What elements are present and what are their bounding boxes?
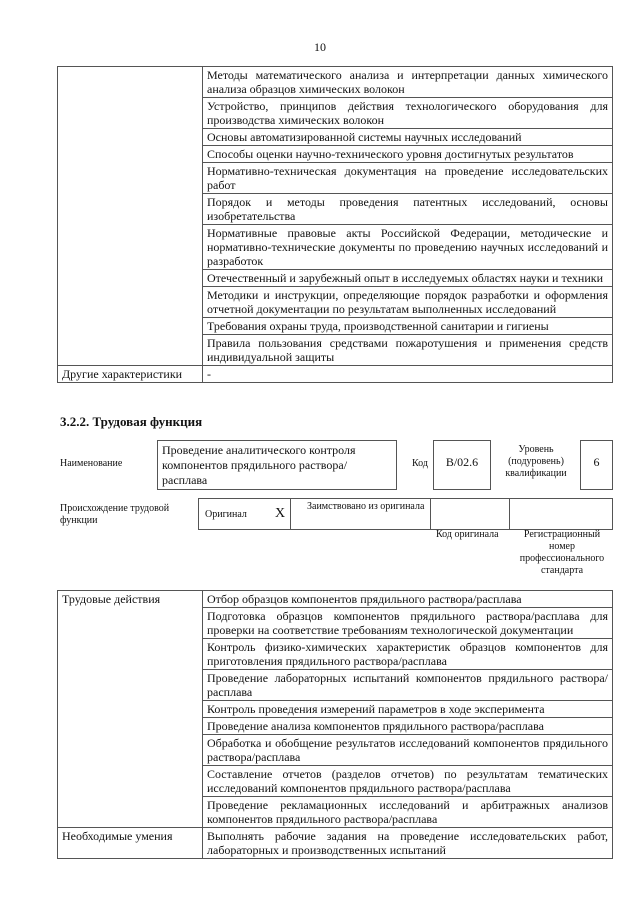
labor-action-item: Проведение анализа компонентов прядильного раствора/расплава [203,718,613,735]
knowledge-table [57,66,613,383]
level-value: 6 [593,455,600,469]
name-value: Проведение аналитического контроля компонентов прядильного раствора/расплава [162,443,356,487]
knowledge-item: Нормативные правовые акты Российской Федерации, методические и нормативно-технические документы по проведению научных исследований и разработок [203,225,613,270]
knowledge-item: Требования охраны труда, производственной санитарии и гигиены [203,318,613,335]
labor-action-item: Отбор образцов компонентов прядильного раствора/расплава [203,591,613,608]
borrowed-box [290,498,431,530]
labor-action-item: Проведение рекламационных исследований и арбитражных анализов компонентов прядильного раствора/расплава [203,797,613,828]
borrowed-label: Заимствовано из оригинала [307,501,425,512]
origin-label: Происхождение трудовой функции [60,503,170,526]
knowledge-item: Устройство, принципов действия технологического оборудования для производства химических волокон [203,98,613,129]
code-value: B/02.6 [445,455,479,469]
labor-action-item: Контроль физико-химических характеристик образцов компонентов для приготовления прядильного раствора/расплава [203,639,613,670]
labor-action-item: Подготовка образцов компонентов прядильного раствора/расплава для проверки на соответствие требованиям технологической документации [203,608,613,639]
knowledge-item: Способы оценки научно-технического уровня достигнутых результатов [203,146,613,163]
code-label: Код [412,458,428,469]
other-characteristics-label: Другие характеристики [58,366,203,383]
code-original-label: Код оригинала [436,529,499,540]
original-box [198,498,291,530]
other-characteristics-value: - [203,366,613,383]
skills-label: Необходимые умения [58,828,203,859]
knowledge-item: Нормативно-техническая документация на проведение исследовательских работ [203,163,613,194]
labor-action-item: Обработка и обобщение результатов исследований компонентов прядильного раствора/расплава [203,735,613,766]
labor-action-item: Проведение лабораторных испытаний компонентов прядильного раствора/расплава [203,670,613,701]
code-value-box [433,440,491,490]
knowledge-item: Правила пользования средствами пожаротушения и применения средств индивидуальной защиты [203,335,613,366]
skill-item: Выполнять рабочие задания на проведение исследовательских работ, лабораторных и производственных испытаний [203,828,613,859]
labor-actions-table [57,590,613,859]
level-value-box [580,440,613,490]
knowledge-label-cell [58,67,203,366]
labor-action-item: Составление отчетов (разделов отчетов) по результатам тематических исследований компонентов прядильного раствора/расплава [203,766,613,797]
name-label: Наименование [60,458,123,469]
name-value-box [157,440,397,490]
original-mark: X [275,506,286,521]
section-title: 3.2.2. Трудовая функция [60,414,203,429]
page-number: 10 [314,40,326,54]
knowledge-item: Отечественный и зарубежный опыт в исследуемых областях науки и техники [203,270,613,287]
knowledge-item: Порядок и методы проведения патентных исследований, основы изобретательства [203,194,613,225]
code-original-box [430,498,510,530]
level-label: Уровень (подуровень) квалификации [505,444,567,479]
knowledge-item: Основы автоматизированной системы научных исследований [203,129,613,146]
original-label: Оригинал [205,509,247,520]
labor-action-item: Контроль проведения измерений параметров в ходе эксперимента [203,701,613,718]
reg-number-label: Регистрационный номер профессионального стандарта [519,529,605,576]
labor-actions-label: Трудовые действия [58,591,203,828]
knowledge-item: Методики и инструкции, определяющие порядок разработки и оформления отчетной документации по результатам выполненных исследований [203,287,613,318]
knowledge-item: Методы математического анализа и интерпретации данных химического анализа образцов химических волокон [203,67,613,98]
reg-number-box [509,498,613,530]
